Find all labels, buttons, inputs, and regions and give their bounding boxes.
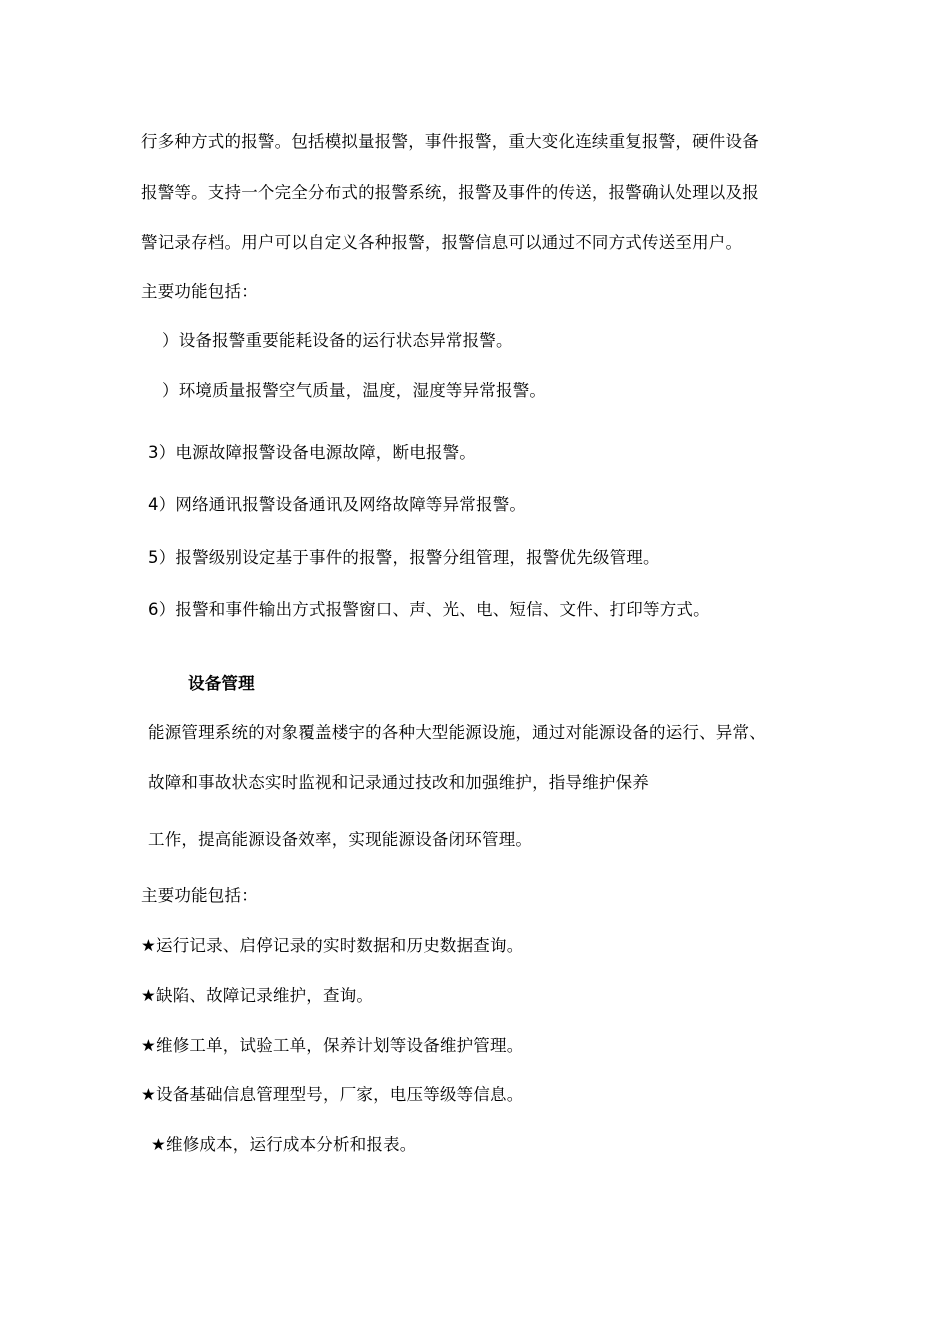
list-item: ★缺陷、故障记录维护，查询。 bbox=[141, 986, 374, 1005]
section-heading: 设备管理 bbox=[188, 674, 255, 693]
functions-label: 主要功能包括： bbox=[141, 886, 258, 905]
list-item: 3）电源故障报警设备电源故障，断电报警。 bbox=[148, 443, 476, 462]
paragraph-line: 能源管理系统的对象覆盖楼宇的各种大型能源设施，通过对能源设备的运行、异常、 bbox=[148, 723, 766, 742]
paragraph-line: 故障和事故状态实时监视和记录通过技改和加强维护，指导维护保养 bbox=[148, 773, 649, 792]
paragraph-line: 工作，提高能源设备效率，实现能源设备闭环管理。 bbox=[148, 830, 533, 849]
list-item: 4）网络通讯报警设备通讯及网络故障等异常报警。 bbox=[148, 495, 527, 514]
list-item: ）设备报警重要能耗设备的运行状态异常报警。 bbox=[162, 331, 513, 350]
paragraph-line: 警记录存档。用户可以自定义各种报警，报警信息可以通过不同方式传送至用户。 bbox=[141, 233, 743, 252]
list-item: ）环境质量报警空气质量，温度，湿度等异常报警。 bbox=[162, 381, 547, 400]
list-item: 5）报警级别设定基于事件的报警，报警分组管理，报警优先级管理。 bbox=[148, 548, 660, 567]
list-item: ★维修成本，运行成本分析和报表。 bbox=[151, 1135, 417, 1154]
paragraph-line: 报警等。支持一个完全分布式的报警系统，报警及事件的传送，报警确认处理以及报 bbox=[141, 183, 759, 202]
list-item: ★运行记录、启停记录的实时数据和历史数据查询。 bbox=[141, 936, 524, 955]
list-item: 6）报警和事件输出方式报警窗口、声、光、电、短信、文件、打印等方式。 bbox=[148, 600, 710, 619]
functions-label: 主要功能包括： bbox=[141, 282, 258, 301]
list-item: ★设备基础信息管理型号，厂家，电压等级等信息。 bbox=[141, 1085, 524, 1104]
list-item: ★维修工单，试验工单，保养计划等设备维护管理。 bbox=[141, 1036, 524, 1055]
paragraph-line: 行多种方式的报警。包括模拟量报警，事件报警，重大变化连续重复报警，硬件设备 bbox=[141, 132, 759, 151]
